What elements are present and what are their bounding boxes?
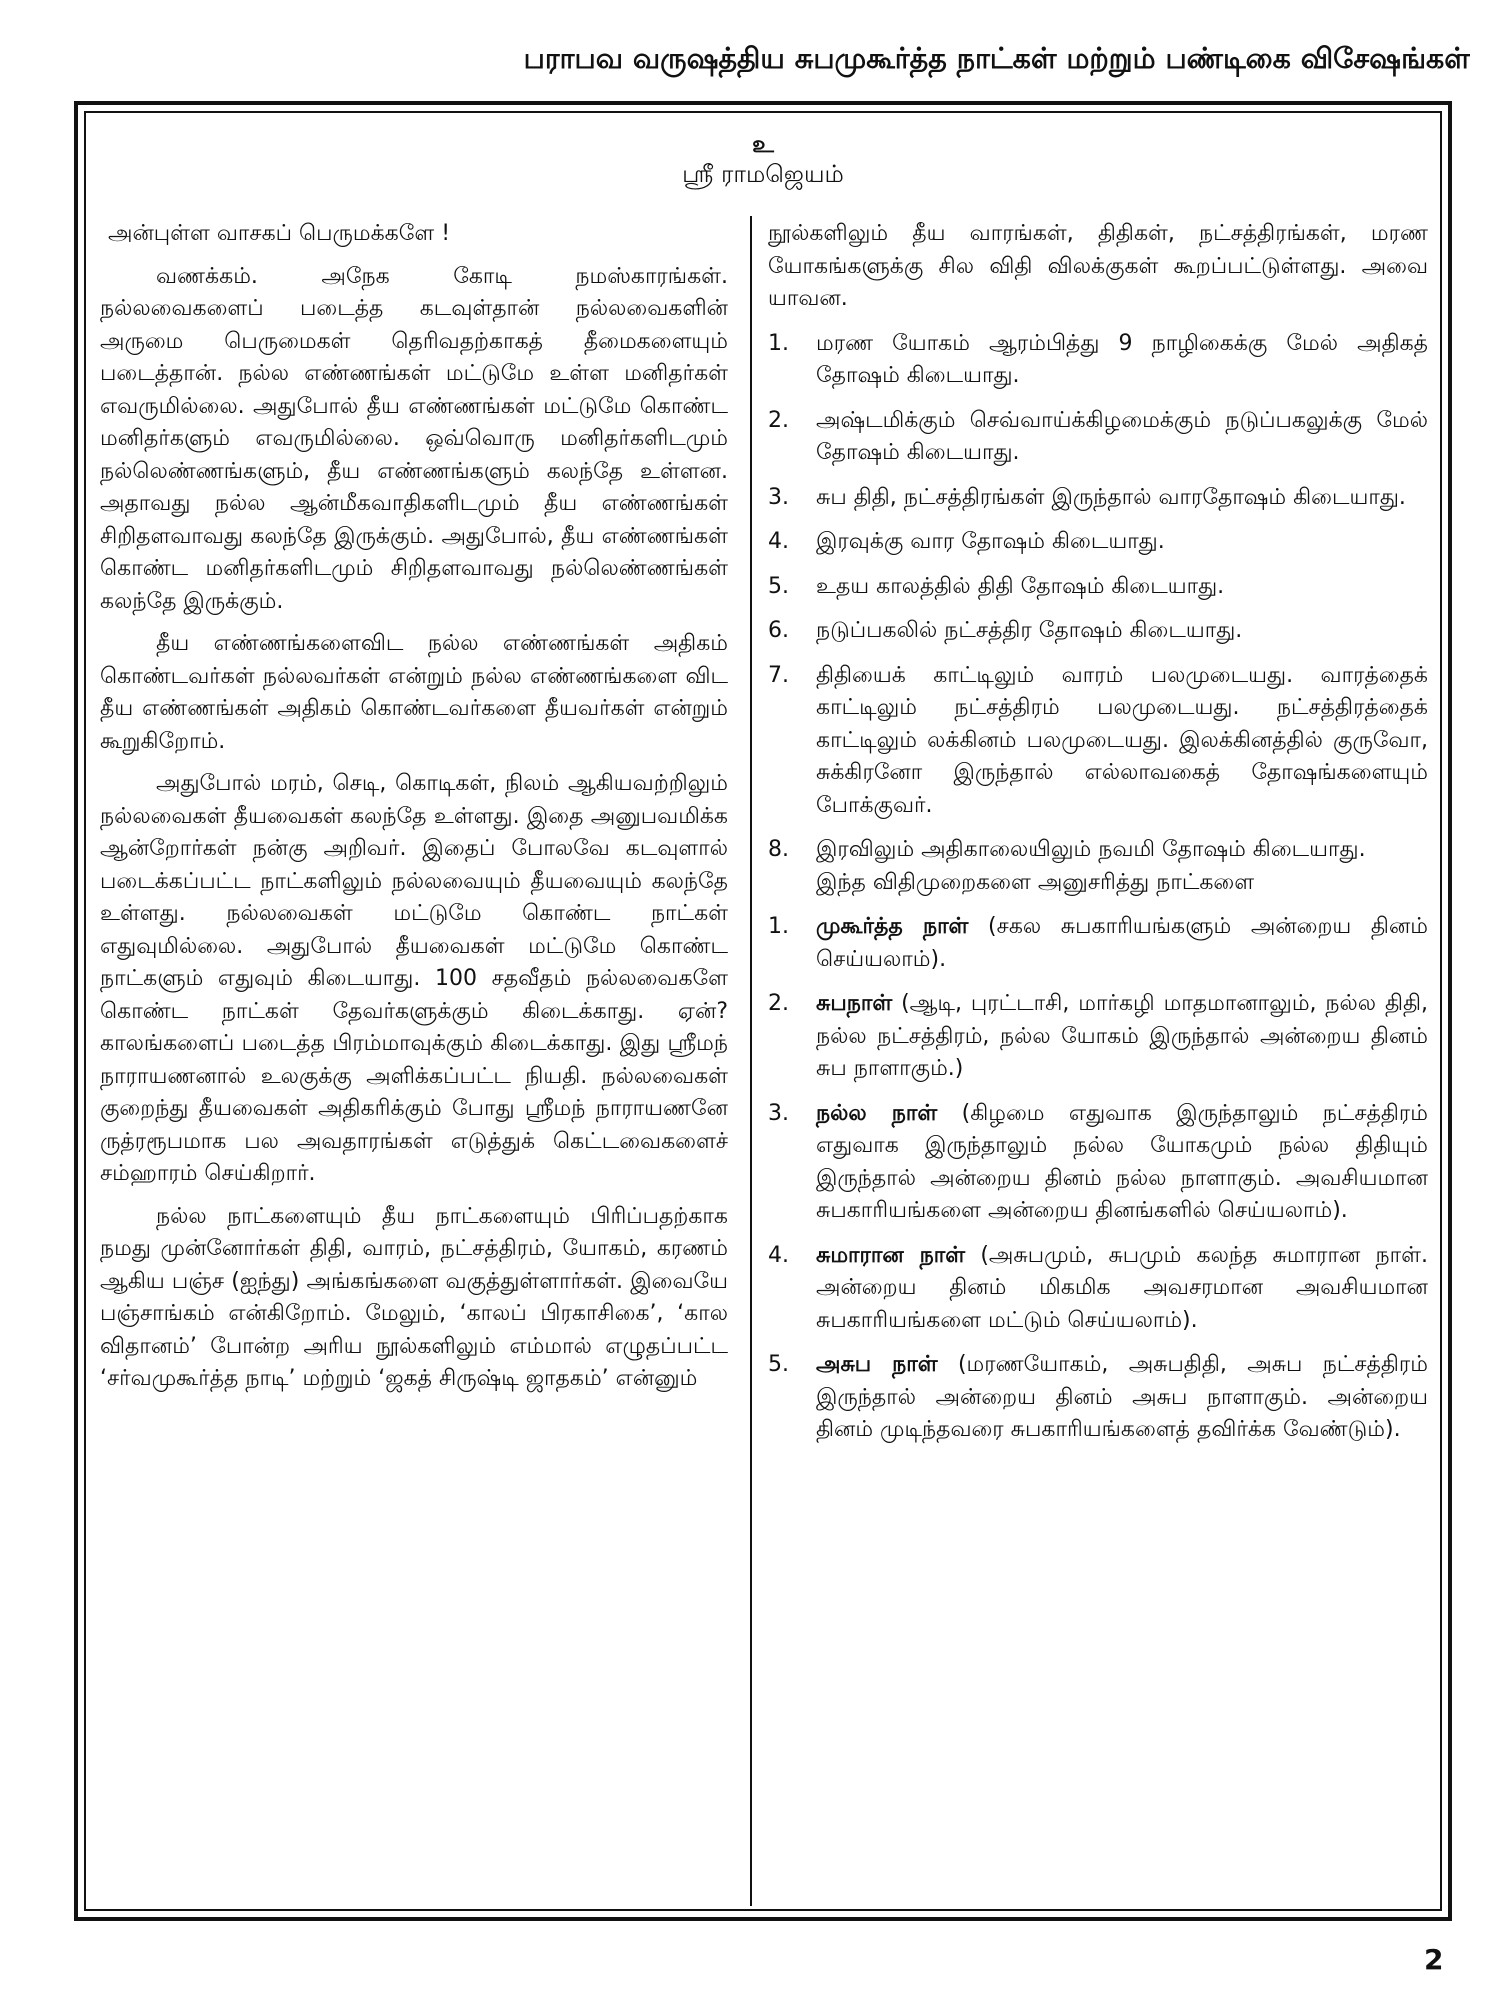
rule-text: திதியைக் காட்டிலும் வாரம் பலமுடையது. வாரத்தைக் காட்டிலும் நட்சத்திரம் பலமுடையது. நட்சத்திரத்தைக் காட்டிலும் லக்கினம் பலமுடையது. இலக்கினத்தில் குருவோ, சுக்கிரனோ இருந்தால் எல்லாவகைத் தோஷங்களையும் போக்குவர். (816, 662, 1428, 818)
day-type-text: (கிழமை எதுவாக இருந்தாலும் நட்சத்திரம் எதுவாக இருந்தாலும் நல்ல யோகமும் நல்ல திதியும் இருந்தால் அன்றைய தினம் நல்ல நாளாகும். அவசியமான சுபகாரியங்களை அன்றைய தினங்களில் செய்யலாம்). (816, 1100, 1429, 1223)
paragraph-2: தீய எண்ணங்களைவிட நல்ல எண்ணங்கள் அதிகம் கொண்டவர்கள் நல்லவர்கள் என்றும் நல்ல எண்ணங்களை விட தீய எண்ணங்கள் அதிகம் கொண்டவர்களை தீயவர்கள் என்றும் கூறுகிறோம். (100, 631, 728, 754)
rule-item (768, 660, 1428, 823)
rule-number: 8. (768, 837, 789, 862)
rule-item (768, 615, 1428, 648)
rule-number: 2. (768, 407, 789, 433)
day-type-title: அசுப நாள் (816, 1352, 938, 1377)
rule-item (768, 328, 1428, 393)
rule-number: 4. (768, 529, 789, 554)
day-type-item (768, 1349, 1428, 1447)
paragraph-continuation: நூல்களிலும் தீய வாரங்கள், திதிகள், நட்சத்திரங்கள், மரண யோகங்களுக்கு சில விதி விலக்குகள் கூறப்பட்டுள்ளது. அவை யாவன. (768, 221, 1428, 311)
paragraph-1: வணக்கம். அநேக கோடி நமஸ்காரங்கள். நல்லவைகளைப் படைத்த கடவுள்தான் நல்லவைகளின் அருமை பெருமைகள் தெரிவதற்காகத் தீமைகளையும் படைத்தான். நல்ல எண்ணங்கள் மட்டுமே உள்ள மனிதர்கள் எவருமில்லை. அதுபோல் தீய எண்ணங்கள் மட்டுமே கொண்ட மனிதர்களும் எவருமில்லை. ஒவ்வொரு மனிதர்களிடமும் நல்லெண்ணங்களும், தீய எண்ணங்களும் கலந்தே உள்ளன. அதாவது நல்ல ஆன்மீகவாதிகளிடமும் தீய எண்ணங்கள் சிறிதளவாவது கலந்தே இருக்கும். அதுபோல், தீய எண்ணங்கள் கொண்ட மனிதர்களிடமும் சிறிதளவாவது நல்லெண்ணங்கள் கலந்தே இருக்கும். (100, 263, 728, 614)
day-type-number: 2. (768, 991, 789, 1016)
day-type-title: சுமாரான நாள் (816, 1242, 966, 1268)
day-type-number: 1. (768, 914, 789, 939)
paragraph-3: அதுபோல் மரம், செடி, கொடிகள், நிலம் ஆகியவற்றிலும் நல்லவைகள் தீயவைகள் கலந்தே உள்ளது. இதை அனுபவமிக்க ஆன்றோர்கள் நன்கு அறிவர். இதைப் போலவே கடவுளால் படைக்கப்பட்ட நாட்களிலும் நல்லவையும் தீயவையும் கலந்தே உள்ளது. நல்லவைகள் மட்டுமே கொண்ட நாட்கள் எதுவுமில்லை. அதுபோல் தீயவைகள் மட்டுமே கொண்ட நாட்களும் எதுவும் கிடையாது. 100 சதவீதம் நல்லவைகளே கொண்ட நாட்கள் தேவர்களுக்கும் கிடைக்காது. ஏன்? காலங்களைப் படைத்த பிரம்மாவுக்கும் கிடைக்காது. இது ஸ்ரீமந் நாராயணனால் உலகுக்கு அளிக்கப்பட்ட நியதி. நல்லவைகள் குறைந்து தீயவைகள் அதிகரிக்கும் போது ஸ்ரீமந் நாராயணனே ருத்ரரூபமாக பல அவதாரங்கள் எடுத்துக் கெட்டவைகளைச் சம்ஹாரம் செய்கிறார். (100, 771, 728, 1186)
day-type-number: 5. (768, 1352, 789, 1377)
classification-intro: இந்த விதிமுறைகளை அனுசரித்து நாட்களை (816, 869, 1255, 895)
rule-number: 7. (768, 662, 789, 688)
rule-item (768, 834, 1428, 867)
paragraph-4: நல்ல நாட்களையும் தீய நாட்களையும் பிரிப்பதற்காக நமது முன்னோர்கள் திதி, வாரம், நட்சத்திரம், யோகம், கரணம் ஆகிய பஞ்ச (ஐந்து) அங்கங்களை வகுத்துள்ளார்கள். இவையே பஞ்சாங்கம் என்கிறோம். மேலும், ‘காலப் பிரகாசிகை’, ‘கால விதானம்’ போன்ற அரிய நூல்களிலும் எம்மால் எழுதப்பட்ட ‘சர்வமுகூர்த்த நாடி’ மற்றும் ‘ஜகத் சிருஷ்டி ஜாதகம்’ என்னும் (100, 1203, 728, 1391)
day-type-text: (சகல சுபகாரியங்களும் அன்றைய தினம் செய்யலாம்). (816, 914, 1428, 972)
column-divider (750, 216, 752, 1906)
invocation-symbol: உ (752, 130, 774, 158)
day-type-text: (அசுபமும், சுபமும் கலந்த சுமாரான நாள். அன்றைய தினம் மிகமிக அவசரமான அவசியமான சுபகாரியங்களை மட்டும் செய்யலாம்). (816, 1242, 1428, 1333)
rule-item (768, 482, 1428, 515)
day-type-number: 3. (768, 1100, 789, 1126)
day-type-number: 4. (768, 1242, 789, 1268)
day-type-text: (மரணயோகம், அசுபதிதி, அசுப நட்சத்திரம் இருந்தால் அன்றைய தினம் அசுப நாளாகும். அன்றைய தினம் முடிந்தவரை சுபகாரியங்களைத் தவிர்க்க வேண்டும்). (816, 1352, 1428, 1442)
rule-item (768, 405, 1428, 470)
rule-text: இரவுக்கு வார தோஷம் கிடையாது. (816, 529, 1165, 554)
rule-text: அஷ்டமிக்கும் செவ்வாய்க்கிழமைக்கும் நடுப்பகலுக்கு மேல் தோஷம் கிடையாது. (816, 407, 1428, 465)
rule-text: உதய காலத்தில் திதி தோஷம் கிடையாது. (816, 573, 1225, 599)
invocation-title: ஸ்ரீ ராமஜெயம் (682, 160, 844, 188)
page-number: 2 (1424, 1943, 1444, 1976)
rule-number: 1. (768, 330, 789, 356)
page-header-title: பராபவ வருஷத்திய சுபமுகூர்த்த நாட்கள் மற்றும் பண்டிகை விசேஷங்கள் (523, 42, 1470, 75)
day-type-item (768, 1098, 1428, 1228)
day-type-item (768, 988, 1428, 1086)
right-column (768, 218, 1428, 1447)
day-type-item (768, 1240, 1428, 1338)
rule-text: மரண யோகம் ஆரம்பித்து 9 நாழிகைக்கு மேல் அதிகத் தோஷம் கிடையாது. (816, 330, 1428, 388)
rule-number: 3. (768, 484, 789, 510)
rule-number: 5. (768, 573, 789, 599)
day-type-title: சுபநாள் (816, 991, 893, 1016)
day-type-text: (ஆடி, புரட்டாசி, மார்கழி மாதமானாலும், நல்ல திதி, நல்ல நட்சத்திரம், நல்ல யோகம் இருந்தால் அன்றைய தினம் சுப நாளாகும்.) (816, 991, 1428, 1081)
day-type-title: நல்ல நாள் (816, 1100, 938, 1126)
left-column (100, 218, 728, 1396)
day-type-item (768, 911, 1428, 976)
rule-item (768, 571, 1428, 604)
rule-text: சுப திதி, நட்சத்திரங்கள் இருந்தால் வாரதோஷம் கிடையாது. (816, 484, 1406, 510)
rule-number: 6. (768, 618, 789, 643)
rule-text: நடுப்பகலில் நட்சத்திர தோஷம் கிடையாது. (816, 618, 1243, 643)
greeting: அன்புள்ள வாசகப் பெருமக்களே ! (108, 221, 451, 246)
rule-text: இரவிலும் அதிகாலையிலும் நவமி தோஷம் கிடையாது. (816, 837, 1366, 862)
rule-item (768, 526, 1428, 559)
day-type-title: முகூர்த்த நாள் (816, 914, 969, 939)
